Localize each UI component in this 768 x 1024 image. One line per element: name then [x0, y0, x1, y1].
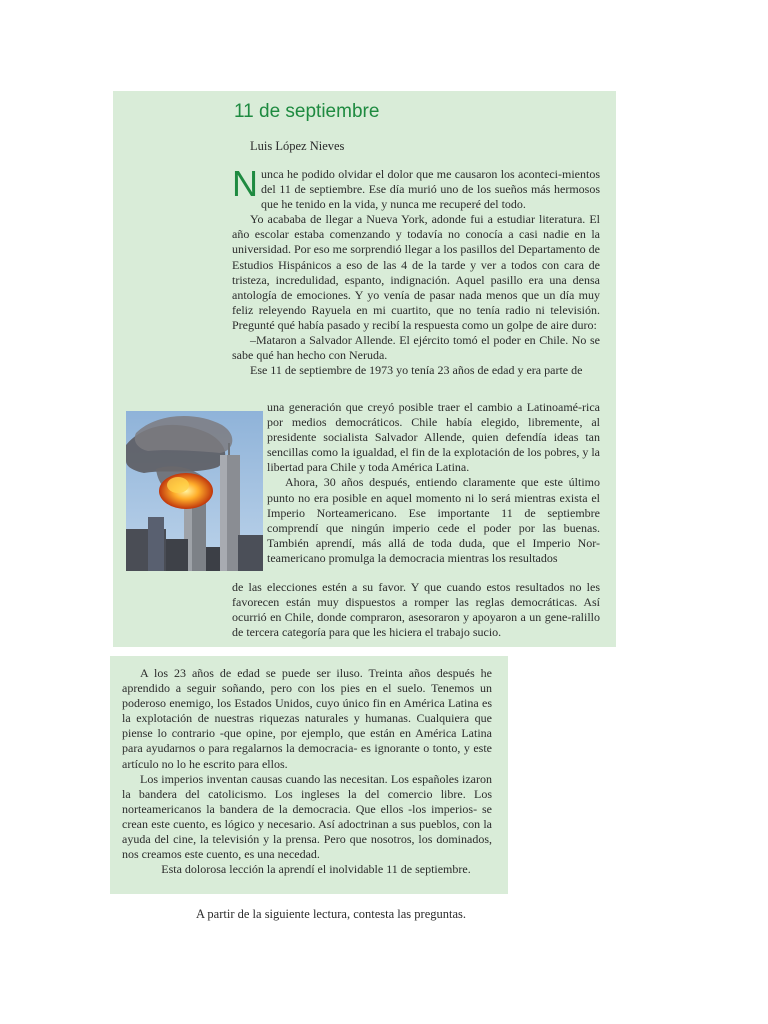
paragraph-2: Yo acababa de llegar a Nueva York, adonde fui a estudiar literatura. El año escolar estaba comenzando y todavía no conocía a casi nadie en la universidad. Por eso me sorprendió llegar a los pasillos del Departamento de Estudios Hispánicos a eso de las 4 de la tarde y ver a todos con cara de tristeza, incredulidad, espanto, indignación. Aquel pasillo era una densa antología de emociones. Y yo venía de pasar nada menos que un día muy feliz releyendo Rayuela en mi cuartito, que no tenía radio ni televisión. Pregunté qué había pasado y recibí la respuesta como un golpe de aire duro: — [232, 212, 600, 332]
article-author: Luis López Nieves — [250, 139, 345, 153]
paragraph-8: Esta dolorosa lección la aprendí el inolvidable 11 de septiembre. — [161, 862, 471, 877]
paragraph-7: Los imperios inventan causas cuando las necesitan. Los españoles izaron la bandera del catolicismo. Los ingleses la del comercio libre. Los norteamericanos la bandera de la democracia. Que ellos -los imperios- se crean este cuento, es lógico y necesario. Así adoctrinan a sus pueblos, con la ayuda del cine, la televisión y la prensa. Pero que nosotros, los dominados, nos creamos este cuento, es una necedad. — [122, 771, 492, 862]
drop-cap: N — [232, 163, 258, 204]
article-title: 11 de septiembre — [234, 101, 380, 122]
article-body-bottom — [122, 666, 492, 877]
twin-towers-photo — [126, 411, 263, 571]
paragraph-5-continued: de las elecciones estén a su favor. Y que cuando estos resultados no les favorecen están muy dispuestos a romper las reglas democráticas. Así ocurrió en Chile, donde compraron, asesoraron y apoyaron a un gene-ralillo de tercera categoría para que les hiciera el trabajo sucio. — [232, 580, 600, 640]
paragraph-4: una generación que creyó posible traer el cambio a Latinoamé-rica por medios democráticos. Chile había elegido, libremente, al presidente socialista Salvador Allende, quien defendía ideas tan sencillas como la igualdad, el fin de la explotación de los pobres, y la libertad para Chile y toda América Latina. — [267, 400, 600, 475]
article-body-beside-photo — [267, 400, 600, 566]
paragraph-5: Ahora, 30 años después, entiendo claramente que este último punto no era posible en aquel momento ni lo será mientras exista el Imperio Norteamericano. Ese importante 11 de septiembre comprendí que ningún imperio cede el poder por las buenas. También aprendí, más allá de toda duda, que el Imperio Nor-teamericano promulga la democracia mientras los resultados — [267, 475, 600, 565]
paragraph-6: A los 23 años de edad se puede ser iluso. Treinta años después he aprendido a seguir soñando, pero con los pies en el suelo. Tenemos un poderoso enemigo, los Estados Unidos, cuyo único fin en América Latina es la explotación de nuestras riquezas naturales y humanas. Cualquiera que piense lo contrario -que opine, por ejemplo, que están en América Latina para ayudarnos o para regalarnos la democracia- es ignorante o tonto, y este artículo no lo he escrito para ellos. — [122, 666, 492, 771]
paragraph-4-first-line: Ese 11 de septiembre de 1973 yo tenía 23 años de edad y era parte de — [250, 363, 583, 378]
paragraph-3: –Mataron a Salvador Allende. El ejército tomó el poder en Chile. No se sabe qué han hecho con Neruda. — [232, 333, 600, 363]
instruction-caption: A partir de la siguiente lectura, contesta las preguntas. — [195, 907, 467, 921]
paragraph-1: Nunca he podido olvidar el dolor que me causaron los aconteci-mientos del 11 de septiembre. Ese día murió uno de los sueños más hermosos que he tenido en la vida, y nunca me recuperé del todo. — [232, 163, 600, 212]
article-body-after-photo — [232, 580, 600, 640]
article-body-top — [232, 163, 600, 378]
